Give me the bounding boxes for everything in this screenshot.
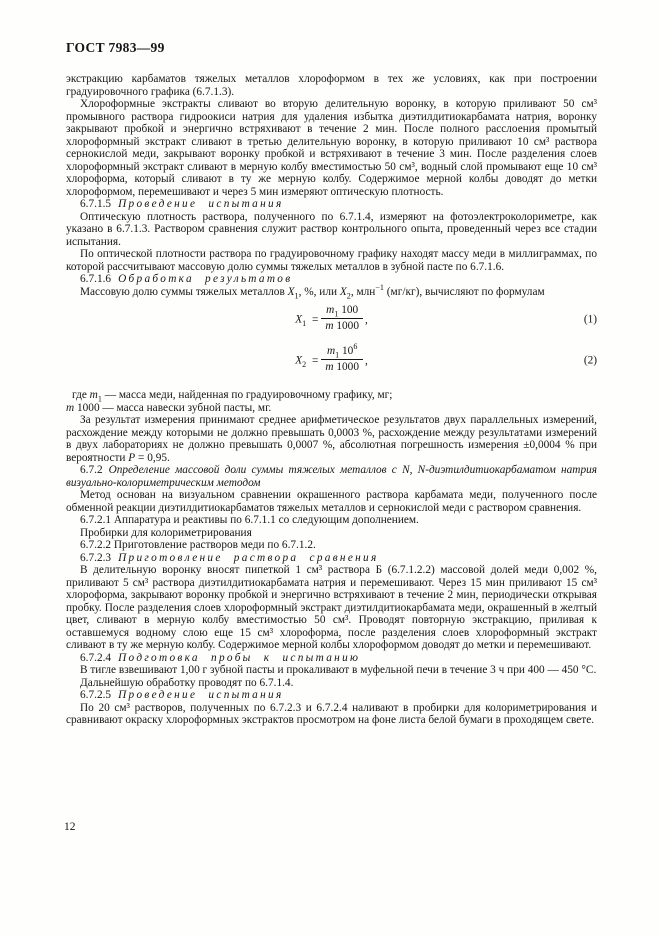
paragraph-chloroform-extracts: Хлороформные экстракты сливают во вторую делительную воронку, в которую приливают 50 см³ промывного раствора гидроокиси натрия для удаления избытка диэтилдитиокарбамата натрия, воронку закрывают пробкой и энергично встряхивают в течение 2 мин. После полного расслоения промытый хлороформный экстракт сливают в третью делительную воронку, в которую приливают 10 см³ раствора сернокислой меди, закрывают воронку пробкой и встряхивают в течение 3 мин. После разделения слоев хлороформный экстракт сливают в мерную колбу вместимостью 50 см³, водный слой промывают еще 10 см³ хлороформа, который сливают в ту же мерную колбу. Содержимое мерной колбы доводят до метки хлороформом, перемешивают и через 5 мин измеряют оптическую плотность. <box>66 98 597 198</box>
text-segment: где <box>72 389 90 401</box>
heading-6-7-1-5 <box>66 198 597 211</box>
paragraph-comparison: По 20 см³ растворов, полученных по 6.7.2.3 и 6.7.2.4 наливают в пробирки для колориметрирования и сравнивают окраску хлороформных экстрактов просмотром на фоне листа белой бумаги в проходящем свете. <box>66 701 597 726</box>
heading-title: Подготовка пробы к испытанию <box>118 651 361 664</box>
page-number: 12 <box>64 821 76 833</box>
var-m: m <box>326 304 335 316</box>
fraction <box>321 342 363 374</box>
constant: 1000 <box>336 320 359 332</box>
paragraph-extraction: экстракцию карбаматов тяжелых металлов хлороформом в тех же условиях, как при построении градуировочного графика (6.7.1.3). <box>66 73 597 98</box>
constant: 1000 <box>336 361 359 373</box>
text-segment: масса меди, найденная по градуировочному графику, мг; <box>118 389 393 401</box>
document-code: ГОСТ 7983—99 <box>66 40 165 55</box>
heading-number: 6.7.1.5 <box>80 198 112 210</box>
var-x2: X <box>339 285 347 298</box>
formula-lhs: X <box>295 354 303 367</box>
heading-title: Обработка результатов <box>118 273 293 285</box>
formula-comma: , <box>364 354 368 367</box>
formula-2 <box>66 342 597 374</box>
constant: 10 <box>342 345 354 357</box>
dash: — <box>101 389 119 401</box>
heading-title: Определение массовой доли суммы тяжелых металлов с N, N-диэтилдитиокарбаматом натрия визуально-колориметрическим методом <box>66 464 597 489</box>
equals-sign: = <box>312 313 319 326</box>
formula-lhs: X <box>295 313 303 326</box>
formula-1 <box>66 304 597 333</box>
formula-lhs-sub: 2 <box>302 359 307 369</box>
heading-title: Проведение испытания <box>118 689 284 701</box>
text-segment: Массовую долю суммы тяжелых металлов <box>80 285 288 298</box>
paragraph-6-7-2-1: 6.7.2.1 Аппаратура и реактивы по 6.7.1.1 со следующим дополнением. <box>80 514 419 526</box>
var-m-sub: 1 <box>335 350 340 360</box>
paragraph-further-processing: Дальнейшую обработку проводят по 6.7.1.4. <box>80 676 294 689</box>
fraction-denominator <box>321 319 363 333</box>
constant: 100 <box>341 304 359 316</box>
var-x1: X <box>287 285 295 298</box>
paragraph-optical-density: Оптическую плотность раствора, полученного по 6.7.1.4, измеряют на фотоэлектроколориметре, как указано в 6.7.1.3. Раствором сравнения служит раствор контрольного опыта, проведенный через все стадии испытания. <box>66 210 597 248</box>
var-m-sub: 1 <box>334 309 339 319</box>
heading-6-7-2-4 <box>66 652 597 665</box>
var-p: P <box>128 451 136 464</box>
formula-lhs-sub: 1 <box>302 318 307 328</box>
var-x2-sub: 2 <box>346 290 351 300</box>
formula-number: (1) <box>583 313 597 326</box>
exponent: −1 <box>375 282 384 292</box>
heading-number: 6.7.1.6 <box>80 273 112 285</box>
var-m-sub: 1 <box>97 394 102 404</box>
fraction <box>321 304 363 333</box>
text-segment: масса навески зубной пасты, мг. <box>116 401 272 414</box>
formula-number: (2) <box>583 354 597 367</box>
heading-number: 6.7.2 <box>80 464 103 476</box>
heading-number: 6.7.2.3 <box>80 551 112 564</box>
formula-legend-m1 <box>66 389 597 402</box>
constant: 1000 <box>74 401 100 414</box>
heading-title: Приготовление раствора сравнения <box>118 551 379 564</box>
dash: — <box>99 401 117 414</box>
heading-6-7-2 <box>66 464 597 489</box>
paragraph-crucible: В тигле взвешивают 1,00 г зубной пасты и прокаливают в муфельной печи в течение 3 ч при 400 — 450 °С. <box>80 664 597 676</box>
heading-6-7-1-6 <box>66 273 597 286</box>
formula-legend-m1000 <box>66 402 597 415</box>
paragraph-6-7-2-2: 6.7.2.2 Приготовление растворов меди по 6.7.1.2. <box>80 539 316 551</box>
paragraph-separating-funnel: В делительную воронку вносят пипеткой 1 см³ раствора Б (6.7.1.2.2) массовой долей меди 0,002 %, приливают 5 см³ раствора диэтилдитиокарбамата натрия и перемешивают. Через 15 мин приливают 15 см³ хлороформа, закрывают воронку пробкой и энергично встряхивают в течение 2 мин, периодически открывая пробку. После разделения слоев хлороформный экстракт диэтилдитиокарбамата меди, окрашенный в желтый цвет, сливают в мерную колбу вместимостью 50 см³. Проводят повторную экстракцию, приливая к оставшемуся водному слою еще 15 см³ хлороформа, после разделения слоев хлороформный экстракт сливают в ту же мерную колбу. Содержимое мерной колбы хлороформом доводят до метки и перемешивают. <box>66 564 597 651</box>
heading-6-7-2-5 <box>66 689 597 702</box>
text-segment: , млн <box>350 285 376 298</box>
paragraph-method-basis: Метод основан на визуальном сравнении окрашенного раствора карбамата меди, полученного после обменной реакции диэтилдитиокарбаматов тяжелых металлов и сернокислой меди с раствором сравнения. <box>66 489 597 514</box>
paragraph-calibration-graph: По оптической плотности раствора по градуировочному графику находят массу меди в миллиграммах, по которой рассчитывают массовую долю суммы тяжелых металлов в зубной пасте по 6.7.1.6. <box>66 248 597 273</box>
exponent: 6 <box>353 342 358 352</box>
body-text <box>66 73 597 727</box>
heading-6-7-2-3 <box>66 552 597 565</box>
var-m: m <box>89 389 98 401</box>
text-segment: За результат измерения принимают среднее арифметическое результатов двух параллельных измерений, расхождение между которыми не должно превышать 0,0003 %, расхождение между результатами измерений в двух лабораториях не должно превышать 0,0007 %, абсолютная погрешность измерения ±0,0004 % при вероятности <box>66 414 597 464</box>
heading-title: Проведение испытания <box>118 198 284 210</box>
formula-comma: , <box>364 313 368 326</box>
heading-number: 6.7.2.4 <box>80 651 112 664</box>
heading-number: 6.7.2.5 <box>80 689 112 701</box>
var-m: m <box>66 401 75 414</box>
var-m: m <box>326 345 336 357</box>
var-m: m <box>325 361 334 373</box>
fraction-numerator <box>321 304 363 319</box>
text-segment: , %, или <box>298 285 340 298</box>
paragraph-colorimetry-tubes: Пробирки для колориметрирования <box>80 526 252 539</box>
fraction-denominator <box>321 360 363 374</box>
var-x1-sub: 1 <box>294 290 299 300</box>
paragraph-measurement-result <box>66 414 597 464</box>
text-segment: = 0,95. <box>135 451 170 464</box>
text-segment: (мг/кг), вычисляют по формулам <box>383 285 545 298</box>
equals-sign: = <box>312 354 319 367</box>
var-m: m <box>325 320 334 332</box>
paragraph-mass-fraction-intro <box>66 282 597 300</box>
fraction-numerator <box>321 342 363 360</box>
